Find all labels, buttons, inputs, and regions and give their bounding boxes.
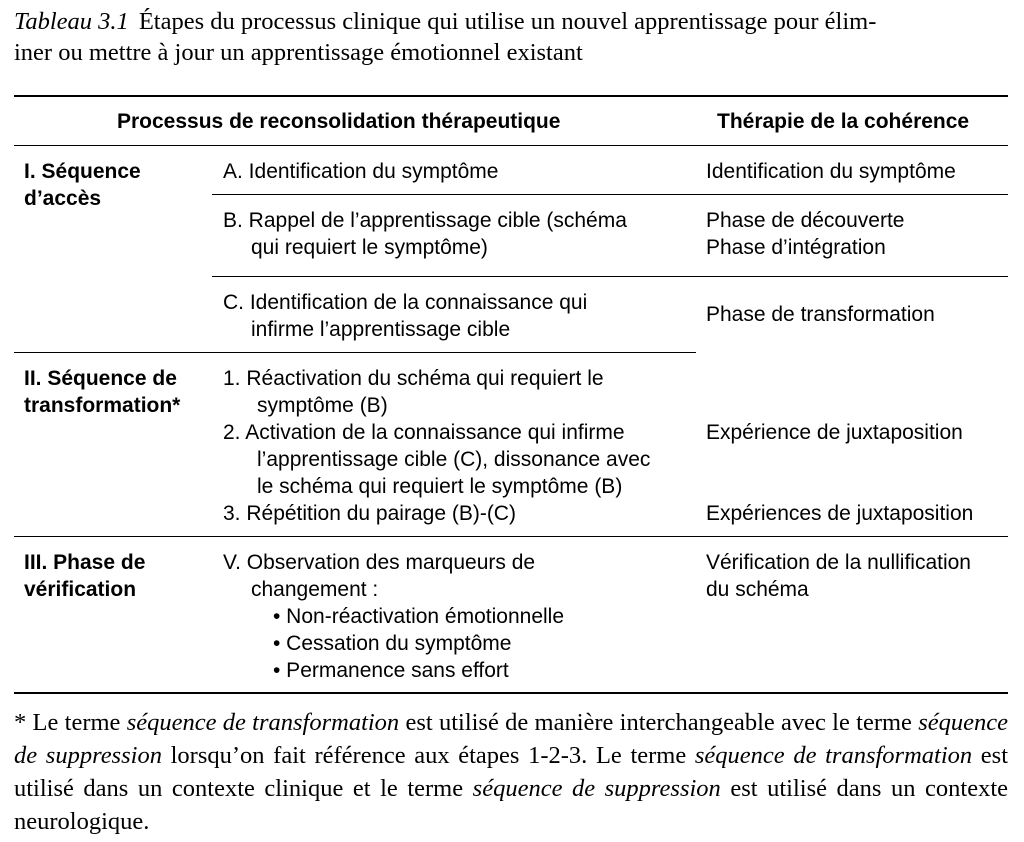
row-rule-b	[212, 194, 1008, 195]
section-transformation: II. Séquence de transformation*	[24, 367, 181, 417]
marker-bullet: • Permanence sans effort	[273, 659, 509, 682]
marker-bullet: • Cessation du symptôme	[273, 632, 512, 655]
step-3: 3. Répétition du pairage (B)-(C)	[223, 502, 516, 525]
row-rule-c	[212, 276, 1008, 277]
section-rule-3	[14, 536, 1008, 537]
header-rule	[14, 145, 1008, 146]
step-2: 2. Activation de la connaissance qui infirme l’apprentissage cible (C), dissonance avec le schéma qui requiert le symptôme (B)	[223, 421, 651, 498]
table-caption	[14, 6, 1008, 68]
header-therapy: Thérapie de la cohérence	[717, 110, 970, 133]
section-rule-2	[14, 352, 696, 353]
therapy-s3: Expériences de juxtaposition	[706, 502, 974, 525]
step-b: B. Rappel de l’apprentissage cible (schéma qui requiert le symptôme)	[223, 209, 627, 259]
marker-bullet: • Non-réactivation émotionnelle	[273, 605, 565, 628]
step-1: 1. Réactivation du schéma qui requiert le symptôme (B)	[223, 367, 604, 417]
table-bottom-rule	[14, 692, 1008, 694]
therapy-s2: Expérience de juxtaposition	[706, 421, 963, 444]
therapy-v: Vérification de la nullification du schéma	[706, 551, 971, 601]
caption-text-line2: iner ou mettre à jour un apprentissage émotionnel existant	[14, 39, 583, 66]
caption-label: Tableau 3.1	[14, 8, 129, 35]
therapy-c: Phase de transformation	[706, 303, 935, 326]
footnote: * Le terme séquence de transformation est utilisé de manière interchangeable avec le terme séquence de suppression lorsqu’on fait référence aux étapes 1-2-3. Le terme séquence de transformation est utilisé dans un contexte clinique et le terme séquence de suppression est utilisé dans un contexte neurologique.	[14, 709, 1009, 835]
header-process: Processus de reconsolidation thérapeutique	[117, 110, 561, 133]
table-top-rule	[14, 95, 1008, 97]
therapy-b: Phase de découverte Phase d’intégration	[706, 209, 905, 259]
therapy-a: Identification du symptôme	[706, 160, 956, 183]
section-verification: III. Phase de vérification	[24, 551, 146, 601]
caption-text-line1: Étapes du processus clinique qui utilise un nouvel apprentissage pour élim-	[138, 8, 877, 35]
step-v: V. Observation des marqueurs de changement : • Non-réactivation émotionnelle • Cessation du symptôme • Permanence sans effort	[223, 551, 565, 682]
step-c: C. Identification de la connaissance qui infirme l’apprentissage cible	[223, 291, 588, 341]
step-a: A. Identification du symptôme	[223, 160, 499, 183]
section-access: I. Séquence d’accès	[24, 160, 141, 210]
